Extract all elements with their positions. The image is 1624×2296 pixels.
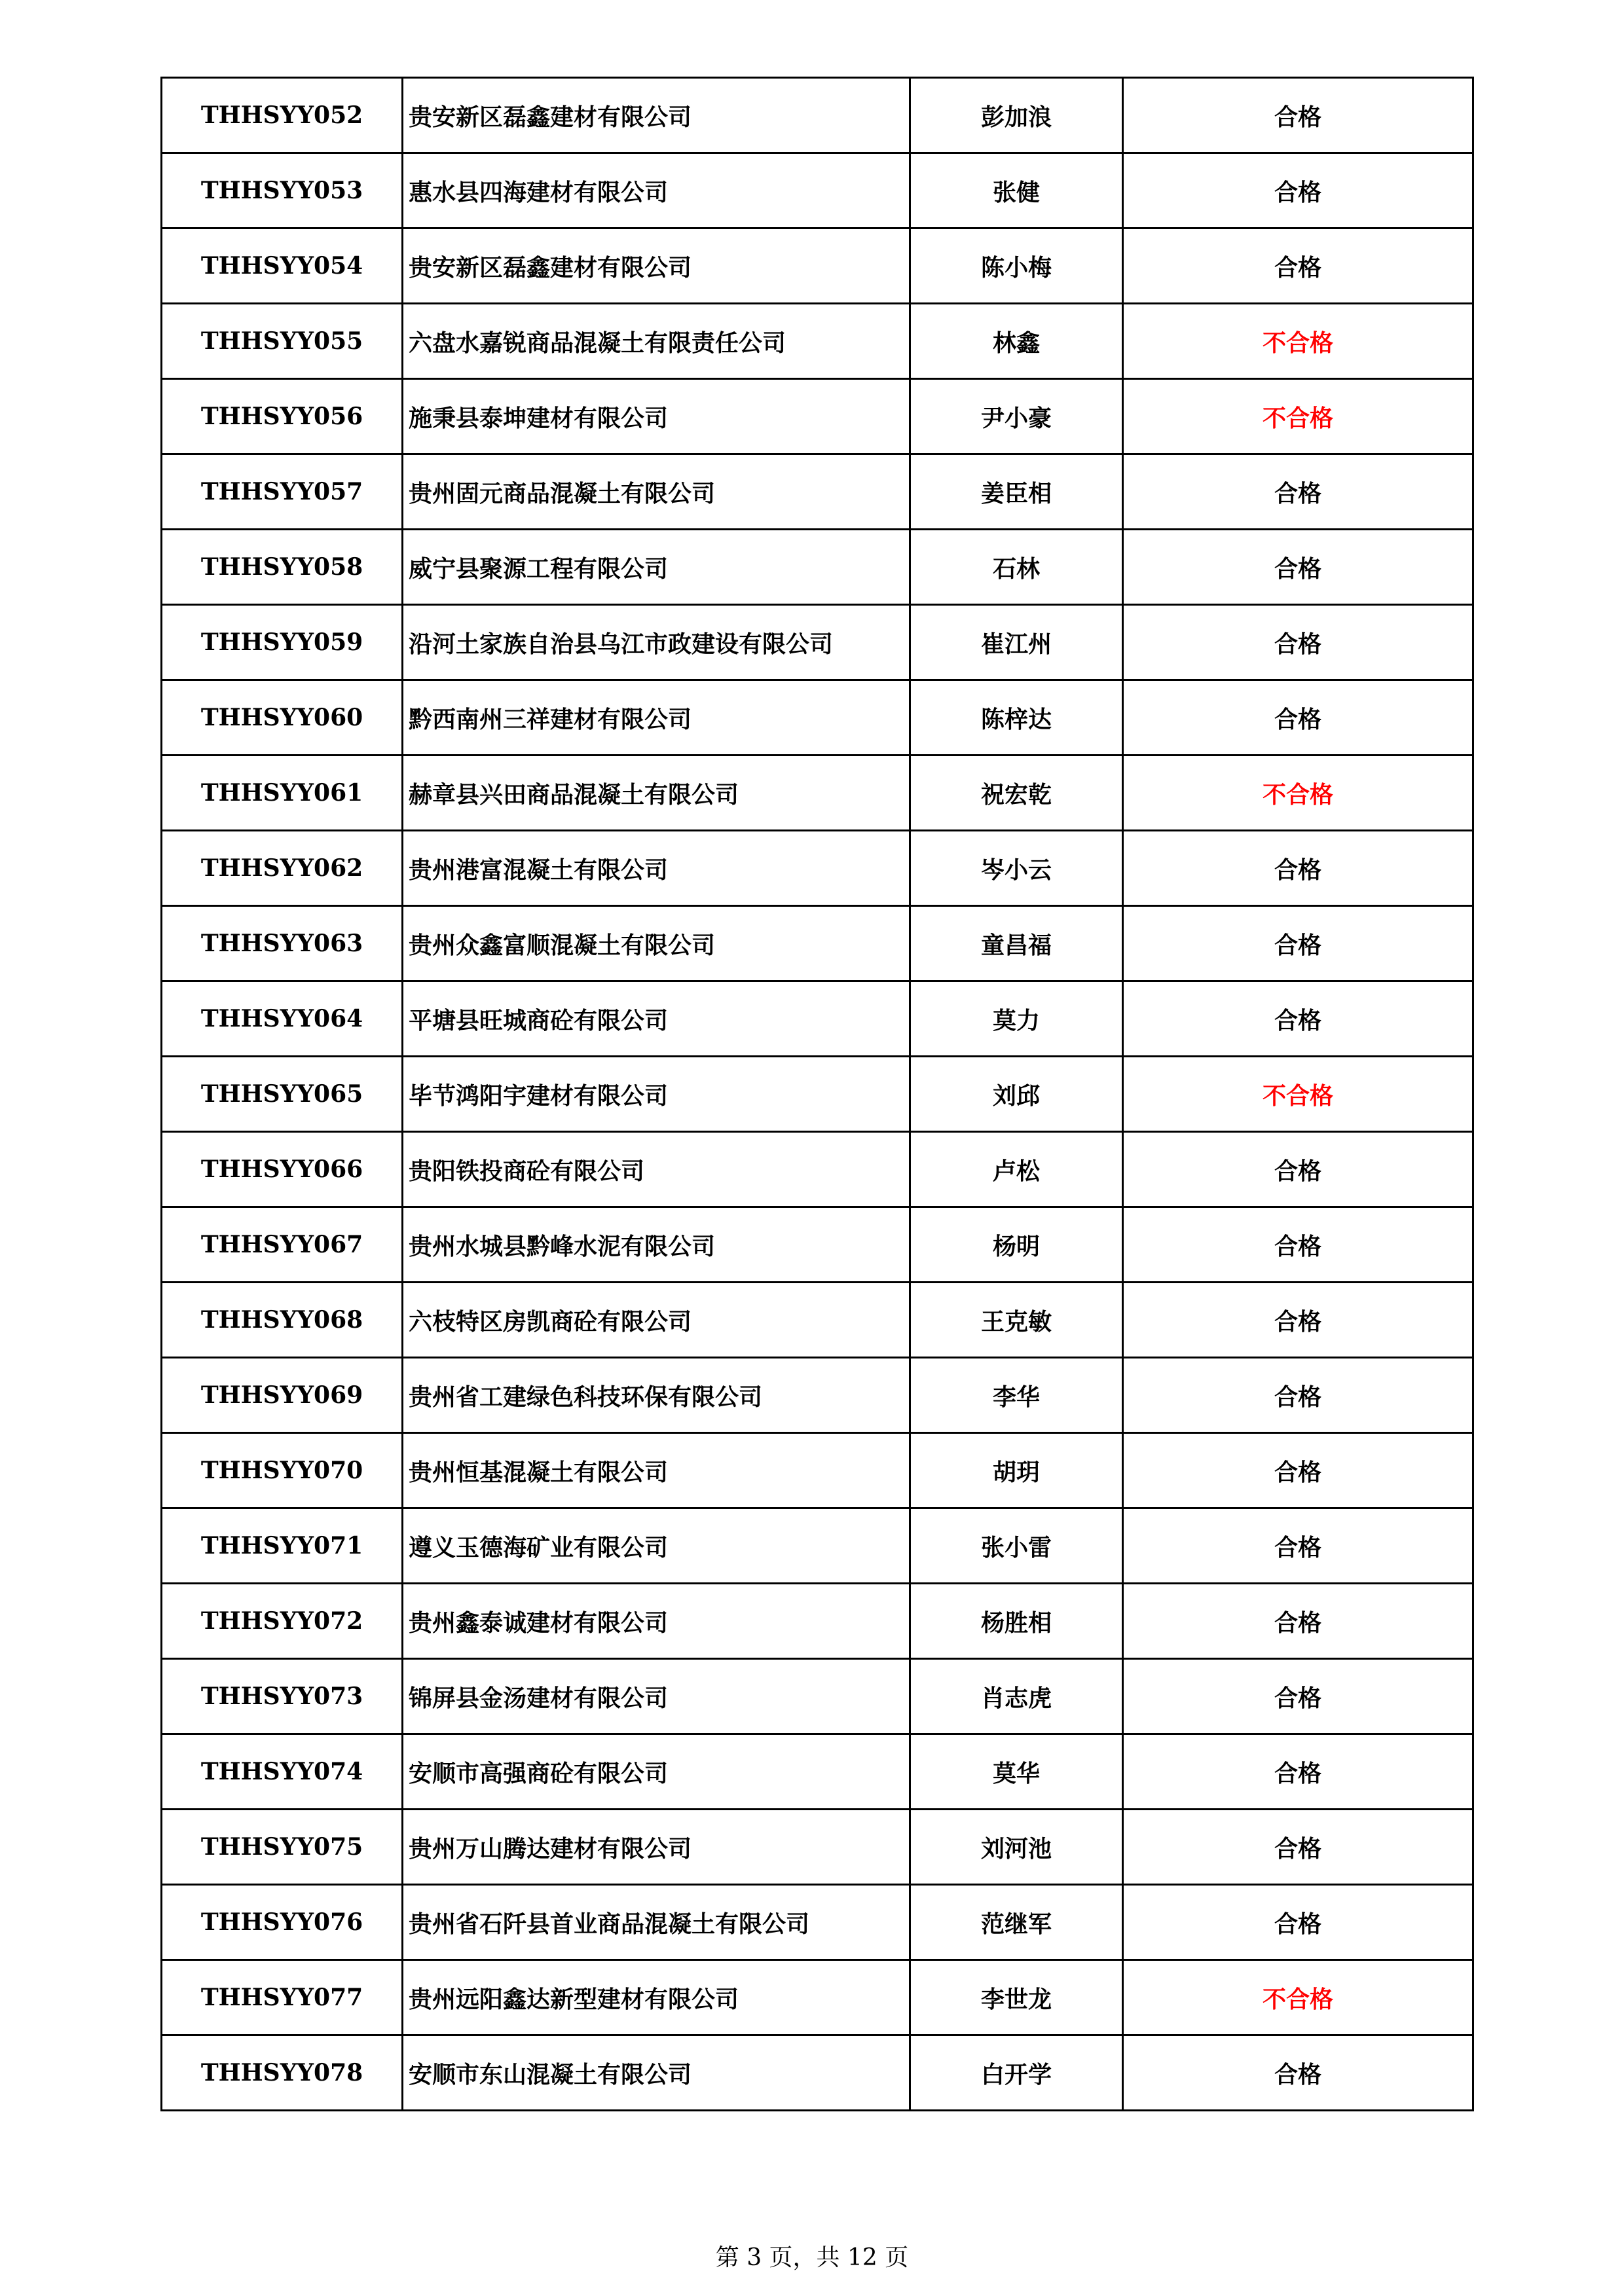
table-row bbox=[162, 906, 1473, 981]
row-result-cell: 合格 bbox=[1123, 153, 1473, 228]
table-row bbox=[162, 304, 1473, 379]
row-company-cell: 惠水县四海建材有限公司 bbox=[403, 153, 910, 228]
table-row bbox=[162, 1810, 1473, 1885]
row-code-cell: THHSYY065 bbox=[162, 1057, 403, 1132]
table-row bbox=[162, 1659, 1473, 1734]
row-code-cell: THHSYY076 bbox=[162, 1885, 403, 1960]
row-company-cell: 贵阳铁投商砼有限公司 bbox=[403, 1132, 910, 1207]
row-company-cell: 遵义玉德海矿业有限公司 bbox=[403, 1508, 910, 1584]
row-code-cell: THHSYY073 bbox=[162, 1659, 403, 1734]
row-code-cell: THHSYY078 bbox=[162, 2035, 403, 2111]
results-table bbox=[160, 77, 1474, 2111]
table-row bbox=[162, 605, 1473, 680]
row-company-cell: 锦屏县金汤建材有限公司 bbox=[403, 1659, 910, 1734]
row-code-cell: THHSYY064 bbox=[162, 981, 403, 1057]
row-result-cell: 合格 bbox=[1123, 981, 1473, 1057]
table-row bbox=[162, 1283, 1473, 1358]
row-company-cell: 贵州港富混凝土有限公司 bbox=[403, 831, 910, 906]
row-code-cell: THHSYY069 bbox=[162, 1358, 403, 1433]
row-company-cell: 施秉县泰坤建材有限公司 bbox=[403, 379, 910, 454]
row-result-cell: 合格 bbox=[1123, 1132, 1473, 1207]
row-person-cell: 白开学 bbox=[910, 2035, 1123, 2111]
row-person-cell: 张健 bbox=[910, 153, 1123, 228]
row-person-cell: 李世龙 bbox=[910, 1960, 1123, 2035]
table-row bbox=[162, 756, 1473, 831]
row-code-cell: THHSYY067 bbox=[162, 1207, 403, 1283]
table-row bbox=[162, 1960, 1473, 2035]
row-code-cell: THHSYY072 bbox=[162, 1584, 403, 1659]
row-code-cell: THHSYY056 bbox=[162, 379, 403, 454]
row-result-cell: 不合格 bbox=[1123, 379, 1473, 454]
row-person-cell: 彭加浪 bbox=[910, 78, 1123, 153]
row-result-cell: 不合格 bbox=[1123, 756, 1473, 831]
table-row bbox=[162, 1734, 1473, 1810]
row-company-cell: 黔西南州三祥建材有限公司 bbox=[403, 680, 910, 756]
row-person-cell: 肖志虎 bbox=[910, 1659, 1123, 1734]
row-company-cell: 赫章县兴田商品混凝土有限公司 bbox=[403, 756, 910, 831]
row-person-cell: 张小雷 bbox=[910, 1508, 1123, 1584]
table-row bbox=[162, 454, 1473, 530]
row-person-cell: 范继军 bbox=[910, 1885, 1123, 1960]
table-row bbox=[162, 153, 1473, 228]
row-company-cell: 六盘水嘉锐商品混凝土有限责任公司 bbox=[403, 304, 910, 379]
row-person-cell: 卢松 bbox=[910, 1132, 1123, 1207]
row-code-cell: THHSYY066 bbox=[162, 1132, 403, 1207]
row-result-cell: 合格 bbox=[1123, 906, 1473, 981]
row-person-cell: 陈梓达 bbox=[910, 680, 1123, 756]
row-company-cell: 贵州固元商品混凝土有限公司 bbox=[403, 454, 910, 530]
row-person-cell: 林鑫 bbox=[910, 304, 1123, 379]
row-person-cell: 陈小梅 bbox=[910, 228, 1123, 304]
row-company-cell: 贵州鑫泰诚建材有限公司 bbox=[403, 1584, 910, 1659]
table-row bbox=[162, 530, 1473, 605]
row-person-cell: 祝宏乾 bbox=[910, 756, 1123, 831]
row-code-cell: THHSYY074 bbox=[162, 1734, 403, 1810]
row-person-cell: 石林 bbox=[910, 530, 1123, 605]
results-table-body bbox=[162, 78, 1473, 2111]
row-result-cell: 合格 bbox=[1123, 1433, 1473, 1508]
row-company-cell: 威宁县聚源工程有限公司 bbox=[403, 530, 910, 605]
row-company-cell: 安顺市高强商砼有限公司 bbox=[403, 1734, 910, 1810]
row-code-cell: THHSYY077 bbox=[162, 1960, 403, 2035]
row-result-cell: 合格 bbox=[1123, 1283, 1473, 1358]
row-code-cell: THHSYY058 bbox=[162, 530, 403, 605]
row-result-cell: 不合格 bbox=[1123, 1960, 1473, 2035]
row-person-cell: 王克敏 bbox=[910, 1283, 1123, 1358]
row-code-cell: THHSYY052 bbox=[162, 78, 403, 153]
row-company-cell: 贵州远阳鑫达新型建材有限公司 bbox=[403, 1960, 910, 2035]
row-code-cell: THHSYY062 bbox=[162, 831, 403, 906]
table-row bbox=[162, 831, 1473, 906]
row-code-cell: THHSYY063 bbox=[162, 906, 403, 981]
row-result-cell: 不合格 bbox=[1123, 1057, 1473, 1132]
table-row bbox=[162, 1885, 1473, 1960]
row-result-cell: 合格 bbox=[1123, 78, 1473, 153]
row-code-cell: THHSYY075 bbox=[162, 1810, 403, 1885]
row-result-cell: 合格 bbox=[1123, 228, 1473, 304]
table-row bbox=[162, 78, 1473, 153]
row-company-cell: 六枝特区房凯商砼有限公司 bbox=[403, 1283, 910, 1358]
row-result-cell: 合格 bbox=[1123, 831, 1473, 906]
table-row bbox=[162, 1057, 1473, 1132]
table-row bbox=[162, 1508, 1473, 1584]
row-person-cell: 尹小豪 bbox=[910, 379, 1123, 454]
page-footer: 第 3 页，共 12 页 bbox=[715, 2244, 909, 2271]
table-row bbox=[162, 1132, 1473, 1207]
row-company-cell: 毕节鸿阳宇建材有限公司 bbox=[403, 1057, 910, 1132]
table-row bbox=[162, 1358, 1473, 1433]
row-person-cell: 姜臣相 bbox=[910, 454, 1123, 530]
row-person-cell: 刘邱 bbox=[910, 1057, 1123, 1132]
row-company-cell: 贵州省工建绿色科技环保有限公司 bbox=[403, 1358, 910, 1433]
row-code-cell: THHSYY071 bbox=[162, 1508, 403, 1584]
row-result-cell: 合格 bbox=[1123, 1508, 1473, 1584]
row-result-cell: 合格 bbox=[1123, 680, 1473, 756]
row-result-cell: 合格 bbox=[1123, 1810, 1473, 1885]
row-code-cell: THHSYY068 bbox=[162, 1283, 403, 1358]
row-company-cell: 贵州恒基混凝土有限公司 bbox=[403, 1433, 910, 1508]
row-code-cell: THHSYY054 bbox=[162, 228, 403, 304]
table-row bbox=[162, 1584, 1473, 1659]
row-result-cell: 合格 bbox=[1123, 605, 1473, 680]
table-row bbox=[162, 1207, 1473, 1283]
row-result-cell: 合格 bbox=[1123, 1885, 1473, 1960]
row-company-cell: 贵州众鑫富顺混凝土有限公司 bbox=[403, 906, 910, 981]
row-company-cell: 贵州水城县黔峰水泥有限公司 bbox=[403, 1207, 910, 1283]
row-code-cell: THHSYY061 bbox=[162, 756, 403, 831]
row-company-cell: 贵安新区磊鑫建材有限公司 bbox=[403, 78, 910, 153]
row-person-cell: 崔江州 bbox=[910, 605, 1123, 680]
row-person-cell: 李华 bbox=[910, 1358, 1123, 1433]
row-result-cell: 合格 bbox=[1123, 454, 1473, 530]
row-company-cell: 贵州万山腾达建材有限公司 bbox=[403, 1810, 910, 1885]
table-row bbox=[162, 1433, 1473, 1508]
table-row bbox=[162, 680, 1473, 756]
row-result-cell: 合格 bbox=[1123, 1734, 1473, 1810]
row-person-cell: 胡玥 bbox=[910, 1433, 1123, 1508]
row-code-cell: THHSYY057 bbox=[162, 454, 403, 530]
row-code-cell: THHSYY060 bbox=[162, 680, 403, 756]
row-person-cell: 岑小云 bbox=[910, 831, 1123, 906]
row-result-cell: 合格 bbox=[1123, 1358, 1473, 1433]
row-result-cell: 合格 bbox=[1123, 1584, 1473, 1659]
row-code-cell: THHSYY055 bbox=[162, 304, 403, 379]
table-row bbox=[162, 2035, 1473, 2111]
row-code-cell: THHSYY059 bbox=[162, 605, 403, 680]
row-result-cell: 合格 bbox=[1123, 1207, 1473, 1283]
row-result-cell: 合格 bbox=[1123, 2035, 1473, 2111]
row-result-cell: 不合格 bbox=[1123, 304, 1473, 379]
row-company-cell: 沿河土家族自治县乌江市政建设有限公司 bbox=[403, 605, 910, 680]
row-company-cell: 贵州省石阡县首业商品混凝土有限公司 bbox=[403, 1885, 910, 1960]
row-person-cell: 莫华 bbox=[910, 1734, 1123, 1810]
row-company-cell: 平塘县旺城商砼有限公司 bbox=[403, 981, 910, 1057]
row-code-cell: THHSYY053 bbox=[162, 153, 403, 228]
row-code-cell: THHSYY070 bbox=[162, 1433, 403, 1508]
row-person-cell: 刘河池 bbox=[910, 1810, 1123, 1885]
row-result-cell: 合格 bbox=[1123, 530, 1473, 605]
row-company-cell: 贵安新区磊鑫建材有限公司 bbox=[403, 228, 910, 304]
row-company-cell: 安顺市东山混凝土有限公司 bbox=[403, 2035, 910, 2111]
row-result-cell: 合格 bbox=[1123, 1659, 1473, 1734]
row-person-cell: 杨明 bbox=[910, 1207, 1123, 1283]
row-person-cell: 杨胜相 bbox=[910, 1584, 1123, 1659]
table-row bbox=[162, 981, 1473, 1057]
row-person-cell: 童昌福 bbox=[910, 906, 1123, 981]
table-row bbox=[162, 228, 1473, 304]
table-row bbox=[162, 379, 1473, 454]
row-person-cell: 莫力 bbox=[910, 981, 1123, 1057]
